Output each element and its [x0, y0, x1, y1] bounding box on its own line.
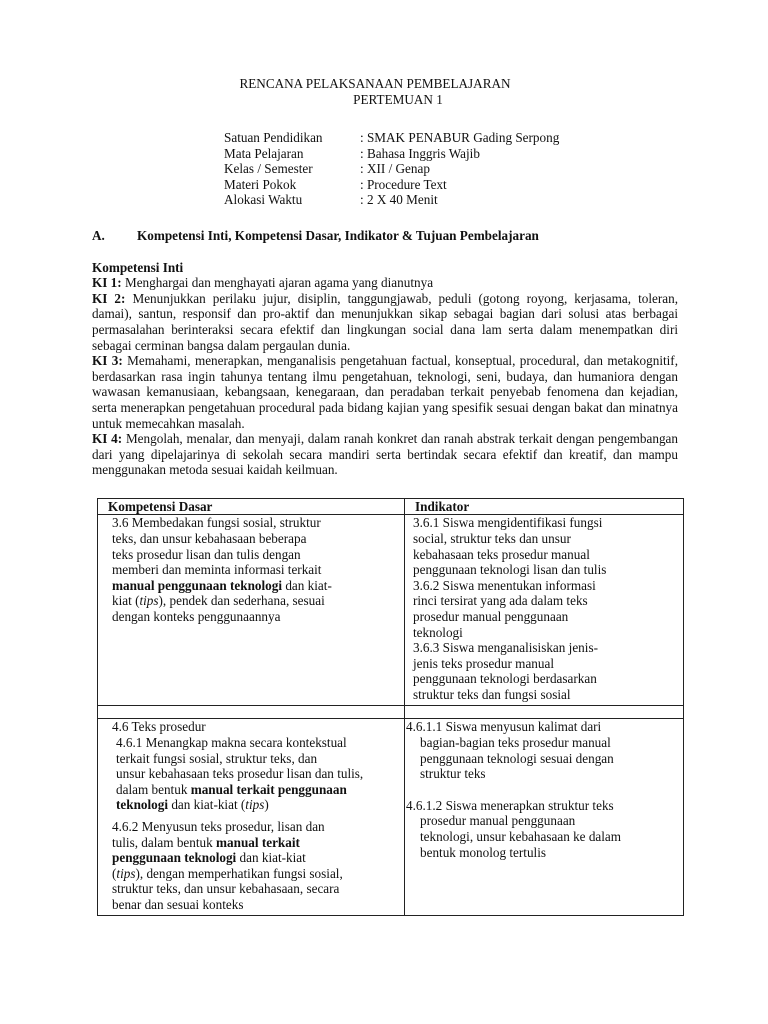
header-indikator: Indikator — [405, 498, 684, 515]
title-line-1: RENCANA PELAKSANAAN PEMBELAJARAN — [239, 76, 511, 91]
ki-text: Mengolah, menalar, dan menyaji, dalam ranah konkret dan ranah abstrak terkait dengan pengembangan dari yang dipelajarinya di sekolah secara mandiri serta bertindak secara efektif dan kreatif, dan mampu menggunakan metoda sesuai kaidah keilmuan. — [92, 431, 678, 478]
text-line: jenis teks prosedur manual — [413, 655, 554, 671]
text-line: rinci tersirat yang ada dalam teks — [413, 593, 588, 609]
text-line: unsur kebahasaan teks prosedur lisan dan tulis, — [116, 766, 364, 782]
text-line: 3.6.2 Siswa menentukan informasi — [413, 577, 596, 593]
text-line: struktur teks dan fungsi sosial — [413, 687, 571, 702]
meta-label: Materi Pokok — [224, 176, 297, 192]
text-line: teks prosedur lisan dan tulis dengan — [112, 546, 301, 562]
text-line — [112, 850, 400, 866]
meta-label: Mata Pelajaran — [224, 145, 304, 161]
meta-value: : Procedure Text — [360, 176, 447, 192]
text-span: ), pendek dan sederhana, sesuai — [158, 593, 325, 609]
text-span: ( — [112, 865, 117, 881]
text-line — [112, 593, 400, 609]
text-line: struktur teks — [420, 766, 486, 782]
meta-value: : XII / Genap — [360, 161, 430, 177]
text-line: kebahasaan teks prosedur manual — [413, 546, 590, 562]
ki-label: KI 4: — [92, 431, 123, 447]
text-line: 3.6 Membedakan fungsi sosial, struktur — [112, 515, 321, 531]
text-line: 4.6.2 Menyusun teks prosedur, lisan dan — [112, 819, 325, 835]
text-line: bentuk monolog tertulis — [420, 844, 547, 860]
ki-text: Menunjukkan perilaku jujur, disiplin, tanggungjawab, peduli (gotong royong, kerjasama, toleran, damai), santun, responsif dan pro-aktif dan menunjukkan sikap sebagai bagian dari solusi atas berbagai permasalahan berinteraksi secara efektif dan lingkungan social dana lam serta dalam menempatkan diri sebagai cerminan bangsa dalam pergaulan dunia. — [92, 290, 679, 353]
text-line: penggunaan teknologi lisan dan tulis — [413, 562, 607, 578]
spacer-cell — [405, 706, 684, 719]
italic-text: tips — [245, 797, 265, 813]
text-line: 4.6.1 Menangkap makna secara kontekstual — [116, 735, 347, 751]
competency-table — [97, 498, 684, 916]
ki-label: KI 1: — [92, 275, 122, 291]
header-kompetensi-dasar: Kompetensi Dasar — [98, 498, 405, 515]
text-line: benar dan sesuai konteks — [112, 897, 244, 912]
spacer-cell — [98, 706, 405, 719]
ki-label: KI 2: — [92, 290, 126, 306]
text-line: prosedur manual penggunaan — [413, 609, 569, 625]
text-span: dalam bentuk — [116, 781, 191, 797]
text-line: social, struktur teks dan unsur — [413, 531, 571, 547]
meta-value: : SMAK PENABUR Gading Serpong — [360, 130, 560, 145]
title-line-2: PERTEMUAN 1 — [353, 92, 443, 107]
text-line: terkait fungsi sosial, struktur teks, dan — [116, 750, 318, 766]
text-line — [112, 797, 400, 813]
ki-text: Menghargai dan menghayati ajaran agama yang dianutnya — [121, 275, 434, 291]
ki-label: KI 3: — [92, 353, 123, 369]
text-span: kiat ( — [112, 593, 140, 609]
ki-paragraph — [92, 275, 678, 291]
ki-paragraph — [92, 431, 678, 478]
table-header-row — [98, 498, 684, 515]
text-line: dengan konteks penggunaannya — [112, 609, 281, 625]
text-line: 4.6 Teks prosedur — [112, 719, 206, 735]
ki-paragraph — [92, 353, 678, 431]
kd-3-6-cell — [98, 515, 405, 706]
text-span: dan kiat-kiat ( — [168, 797, 246, 813]
text-line: bagian-bagian teks prosedur manual — [420, 735, 611, 751]
section-title: Kompetensi Inti, Kompetensi Dasar, Indikator & Tujuan Pembelajaran — [137, 227, 539, 243]
text-line — [112, 578, 400, 594]
meta-row — [224, 130, 678, 146]
text-line: penggunaan teknologi berdasarkan — [413, 671, 597, 687]
text-line: teknologi — [413, 624, 463, 640]
table-row — [98, 719, 684, 915]
table-row — [98, 515, 684, 706]
text-line: penggunaan teknologi sesuai dengan — [420, 750, 614, 766]
text-line: memberi dan meminta informasi terkait — [112, 562, 322, 578]
meta-value: : 2 X 40 Menit — [360, 192, 438, 208]
meta-value: : Bahasa Inggris Wajib — [360, 145, 480, 161]
text-line — [112, 866, 400, 882]
italic-text: tips — [139, 593, 159, 609]
text-span: ) — [264, 797, 269, 813]
document-title — [92, 76, 678, 108]
text-line: prosedur manual penggunaan — [420, 813, 576, 829]
section-number: A. — [92, 227, 105, 243]
meta-label: Kelas / Semester — [224, 161, 313, 177]
text-line — [112, 835, 400, 851]
meta-label: Satuan Pendidikan — [224, 130, 323, 145]
text-line: 3.6.3 Siswa menganalisiskan jenis- — [413, 640, 598, 656]
bold-text: manual terkait — [216, 834, 300, 850]
meta-label: Alokasi Waktu — [224, 192, 303, 208]
text-line — [112, 782, 400, 798]
table-spacer-row — [98, 706, 684, 719]
text-line: teknologi, unsur kebahasaan ke dalam — [420, 829, 622, 845]
ki-text: Memahami, menerapkan, menganalisis pengetahuan factual, konseptual, procedural, dan metakognitif, berdasarkan rasa ingin tahunya tentang ilmu pengetahuan, teknologi, seni, budaya, dan humaniora dengan wawasan kemanusiaan, kebangsaan, kenegaraan, dan peradaban terkait penyebab fenomena dan kejadian, serta menerapkan pengetahuan procedural pada bidang kajian yang spesifik sesuai dengan bakat dan minatnya untuk memecahkan masalah. — [92, 353, 678, 431]
text-line: 3.6.1 Siswa mengidentifikasi fungsi — [413, 515, 603, 531]
ki-heading: Kompetensi Inti — [92, 259, 184, 275]
text-line: struktur teks, dan unsur kebahasaan, secara — [112, 881, 340, 897]
text-span: tulis, dalam bentuk — [112, 834, 217, 850]
document-page — [92, 76, 678, 916]
indikator-3-6-cell — [405, 515, 684, 706]
bold-text: penggunaan teknologi — [112, 850, 237, 866]
text-line: teks, dan unsur kebahasaan beberapa — [112, 531, 307, 547]
italic-text: tips — [116, 865, 136, 881]
identity-block — [224, 130, 678, 208]
bold-text: teknologi — [116, 797, 169, 813]
kd-4-6-cell — [98, 719, 405, 915]
bold-text: manual penggunaan teknologi — [112, 577, 283, 593]
meta-row — [224, 146, 678, 162]
meta-row — [224, 161, 678, 177]
indikator-4-6-cell — [405, 719, 684, 915]
bold-text: manual terkait penggunaan — [190, 781, 347, 797]
text-span: ), dengan memperhatikan fungsi sosial, — [135, 865, 343, 881]
meta-row — [224, 177, 678, 193]
text-line: 4.6.1.2 Siswa menerapkan struktur teks — [406, 797, 614, 813]
text-span: dan kiat- — [282, 577, 332, 593]
text-line: 4.6.1.1 Siswa menyusun kalimat dari — [406, 719, 602, 735]
meta-row — [224, 192, 678, 208]
text-span: dan kiat-kiat — [236, 850, 306, 866]
section-heading — [92, 228, 678, 244]
ki-paragraph — [92, 291, 678, 353]
